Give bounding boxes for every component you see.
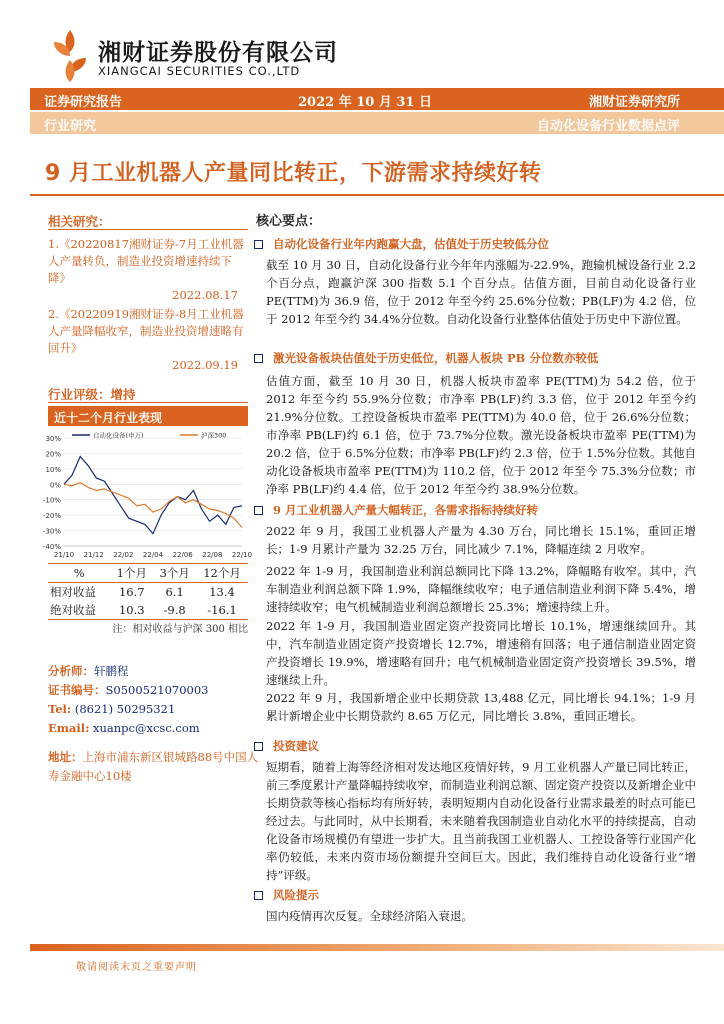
email-address[interactable]: xuanpc@xcsc.com [93,721,200,735]
section-heading: 自动化设备行业年内跑赢大盘，估值处于历史较低分位 [254,236,549,252]
checkbox-bullet-icon [254,891,263,900]
chart-series-line [64,457,242,534]
table-header-cell: 12个月 [196,564,248,583]
disclaimer-note: 敬请阅读末页之重要声明 [76,962,197,973]
company-name-en: XIANGCAI SECURITIES CO.,LTD [98,64,301,78]
key-points-title: 核心要点： [256,214,322,229]
section-paragraph: 短期看，随着上海等经济相对发达地区疫情好转，9 月工业机器人产量已同比转正，前三季度累计产量降幅持续收窄，而制造业利润总额、固定资产投资以及新增企业中长期贷款等核心指标均有所好转，表明短期内自动化设备行业需求最差的时点可能已经过去。与此同时，从中长期看，未来随着我国制造业自动化水平的持续提高，自动化设备市场规模仍有望进一步扩大。且当前我国工业机器人、工控设备等行业国产化率仍较低，未来内资市场份额提升空间巨大。因此，我们维持自动化设备行业“增持”评级。 [266,760,696,882]
company-logo-icon [50,28,90,84]
chart-y-axis-labels [43,435,61,551]
legend-label: 自动化设备(申万) [93,431,144,440]
table-row-label: 相对收益 [50,585,96,599]
tel-number: (8621) 50295321 [74,702,176,716]
table-cell: 6.1 [165,585,184,599]
table-header-cell: % [48,564,110,583]
table-header-row [48,564,248,583]
related-research-list [48,236,248,376]
report-date: 2022 年 10 月 31 日 [298,95,432,110]
title-divider [30,194,724,196]
chart-grid [64,438,242,546]
table-header-cell: 3个月 [153,564,196,583]
email-label: Email: [48,721,90,735]
table-row [48,601,248,620]
analyst-name: 轩鹏程 [94,664,129,678]
x-tick-label: 22/04 [142,551,164,559]
related-research-item[interactable] [48,236,248,304]
related-research-heading: 相关研究： [48,214,111,229]
table-header-cell: 1个月 [110,564,153,583]
x-tick-label: 22/02 [113,551,134,559]
analyst-info [48,662,263,786]
table-cell: -9.8 [153,601,196,620]
y-tick-label: -30% [42,527,61,536]
address: 上海市浦东新区银城路88号中国人寿金融中心10楼 [48,750,259,783]
table-cell: 13.4 [209,585,235,599]
y-tick-label: 30% [45,435,61,443]
analyst-label: 分析师： [48,664,94,678]
related-research-divider [48,229,248,230]
checkbox-bullet-icon [254,354,263,363]
checkbox-bullet-icon [254,240,263,249]
cert-number: S0500521070003 [105,683,209,697]
related-research-title: 2.《20220919湘财证券-8月工业机器人产量降幅收窄，制造业投资增速略有回升》 [48,307,244,355]
table-cell: -16.1 [196,601,248,620]
y-tick-label: -40% [42,543,61,551]
table-row [48,583,248,602]
section-paragraph: 估值方面，截至 10 月 30 日，机器人板块市盈率 PE(TTM)为 54.2 倍，位于 2012 年至今约 55.9%分位数；市净率 PB(LF)约 3.3 倍，位于 2012 年至今约 21.9%分位数。工控设备板块市盈率 PE(TTM)为 40.0 倍，位于 26.6%分位数；市净率 PB(LF)约 6.1 倍，位于 73.7%分位数。激光设备板块市盈率 PE(TTM)为 20.2 倍，位于 6.5%分位数；市净率 PB(LF)约 2.3 倍，位于 1.5%分位数。其他自动化设备板块市盈率 PE(TTM)为 110.2 倍，位于 2012 年至今 75.3%分位数；市净率 PB(LF)约 4.4 倍，位于 2012 年至今约 38.9%分位数。 [266,374,696,496]
footer-divider [30,944,724,951]
checkbox-bullet-icon [254,742,263,751]
related-research-title: 1.《20220817湘财证券-7月工业机器人产量转负，制造业投资增速持续下降》 [48,237,244,285]
address-label: 地址： [48,750,83,764]
tel-label: Tel: [48,702,72,716]
company-name-cn: 湘财证券股份有限公司 [98,40,338,66]
section-heading: 激光设备板块估值处于历史低位，机器人板块 PB 分位数亦较低 [254,350,598,366]
report-type: 证券研究报告 [44,95,123,110]
section-heading: 投资建议 [254,738,319,754]
performance-table [48,563,248,620]
x-tick-label: 22/06 [172,551,193,559]
section-paragraph: 2022 年 1-9 月，我国制造业利润总额同比下降 13.2%，降幅略有收窄。其中，汽车制造业利润总额下降 1.9%，降幅继续收窄；电子通信制造业利润下降 5.4%，增速持续收窄；电气机械制造业利润总额增长 25.3%；增速持续上升。 [266,564,696,614]
y-tick-label: -10% [42,496,61,505]
x-tick-label: 21/12 [83,551,104,559]
related-research-date: 2022.08.17 [172,288,238,302]
institute-name: 湘财证券研究所 [588,95,680,110]
header-band-secondary [30,112,724,134]
page-title: 9 月工业机器人产量同比转正，下游需求持续好转 [45,161,542,186]
report-category: 行业研究 [44,119,97,134]
chart-series-line [64,483,242,528]
performance-note: 注：相对收益与沪深 300 相比 [112,624,248,635]
x-tick-label: 22/10 [231,551,252,559]
y-tick-label: 20% [45,450,61,459]
performance-heading: 近十二个月行业表现 [48,406,248,426]
section-paragraph: 国内疫情再次反复。全球经济陷入衰退。 [266,909,473,923]
table-row-label: 绝对收益 [48,601,110,620]
table-cell: 16.7 [118,585,145,599]
y-tick-label: 0% [49,481,61,490]
section-paragraph: 2022 年 1-9 月，我国制造业固定资产投资同比增长 10.1%，增速继续回升。其中，汽车制造业固定资产投资增长 12.7%，增速稍有回落；电子通信制造业固定资产投资增长 19.9%，增速略有回升；电气机械制造业固定资产投资增长 39.5%，增速继续上升。 [266,619,696,687]
section-heading: 风险提示 [254,887,319,903]
industry-rating: 行业评级：增持 [48,387,136,402]
chart-series-lines [64,457,242,534]
y-tick-label: -20% [42,512,61,521]
table-cell: 10.3 [110,601,153,620]
section-paragraph: 截至 10 月 30 日，自动化设备行业今年年内涨幅为-22.9%，跑输机械设备行业 2.2 个百分点，跑赢沪深 300 指数 5.1 个百分点。估值方面，目前自动化设备行业 PE(TTM)为 36.9 倍，位于 2012 年至今约 25.6%分位数；PB(LF)为 4.2 倍，位于 2012 年至今约 34.4%分位数。自动化设备行业整体估值处于历史中下游位置。 [266,258,696,326]
chart-x-axis-labels [54,551,252,559]
x-tick-label: 21/10 [53,551,75,559]
rating-divider [48,402,248,403]
x-tick-label: 22/08 [202,551,223,559]
legend-label: 沪深300 [201,431,227,440]
section-heading: 9 月工业机器人产量大幅转正，各需求指标持续好转 [254,502,538,518]
checkbox-bullet-icon [254,506,263,515]
cert-label: 证书编号： [48,683,106,697]
related-research-date: 2022.09.19 [172,358,238,372]
related-research-item[interactable] [48,306,248,374]
section-paragraph: 2022 年 9 月，我国工业机器人产量为 4.30 万台，同比增长 15.1%，重回正增长；1-9 月累计产量为 32.25 万台，同比减少 7.1%，降幅连续 2 月收窄。 [266,524,696,556]
y-tick-label: 10% [45,465,61,474]
header-band-primary [30,88,724,110]
report-subject: 自动化设备行业数据点评 [536,119,680,134]
performance-line-chart [30,428,252,564]
section-paragraph: 2022 年 9 月，我国新增企业中长期贷款 13,488 亿元，同比增长 94.1%；1-9 月累计新增企业中长期贷款约 8.65 万亿元，同比增长 3.8%，重回正增长。 [266,691,696,723]
